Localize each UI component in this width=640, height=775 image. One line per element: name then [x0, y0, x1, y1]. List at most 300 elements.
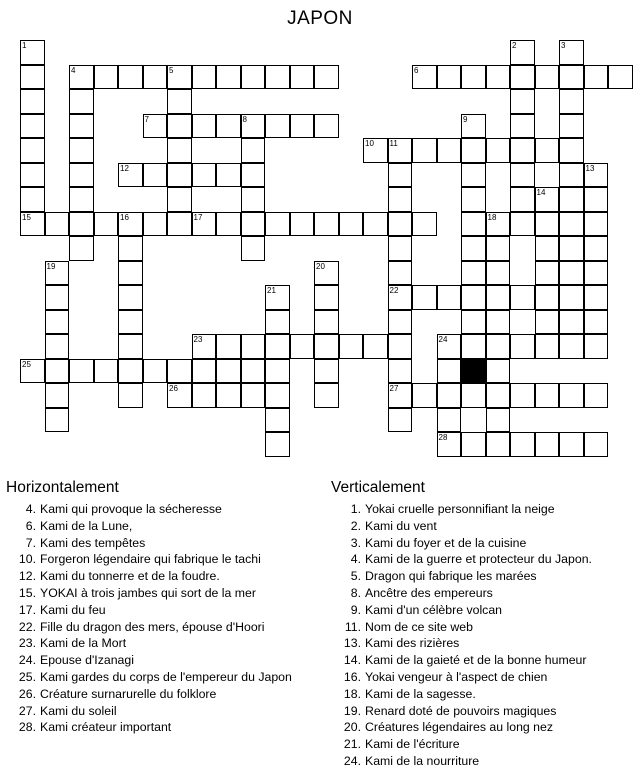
- clue-number-label: 24.: [343, 753, 361, 768]
- grid-cell[interactable]: [314, 114, 339, 139]
- clue-number-label: 9.: [350, 602, 361, 617]
- clue-number-label: 28.: [18, 720, 36, 735]
- clue-number: 4: [71, 65, 76, 75]
- clue-number: 8: [242, 114, 247, 124]
- grid-cell[interactable]: [118, 261, 143, 286]
- grid-cell[interactable]: [486, 236, 511, 261]
- grid-cell[interactable]: [45, 383, 70, 408]
- clue-number: 22: [389, 286, 399, 295]
- grid-cell[interactable]: [265, 432, 290, 457]
- grid-cell[interactable]: [559, 163, 584, 188]
- grid-cell[interactable]: [265, 383, 290, 408]
- grid-cell[interactable]: [290, 212, 315, 237]
- clue-item: [6, 619, 292, 636]
- clue-item: [6, 703, 292, 720]
- grid-cell[interactable]: [535, 212, 560, 237]
- grid-cell[interactable]: [486, 138, 511, 163]
- grid-cell[interactable]: [314, 334, 339, 359]
- clue-text: Kami du foyer et de la cuisine: [365, 535, 527, 550]
- grid-cell[interactable]: [559, 432, 584, 457]
- grid-cell[interactable]: [584, 432, 609, 457]
- grid-cell[interactable]: [510, 114, 535, 139]
- clue-number-label: 6.: [25, 518, 36, 533]
- clue-number: 5: [169, 65, 174, 75]
- clue-item: [6, 669, 292, 686]
- clue-number-label: 26.: [18, 686, 36, 701]
- clue-item: [331, 551, 592, 568]
- grid-cell[interactable]: [584, 334, 609, 359]
- clue-number: 20: [316, 261, 325, 271]
- clue-item: [331, 686, 592, 703]
- clue-item: [331, 501, 592, 518]
- grid-cell[interactable]: [118, 383, 143, 408]
- grid-cell[interactable]: [118, 359, 143, 384]
- clue-text: Kami qui provoque la sécheresse: [40, 502, 222, 516]
- clue-number-label: 5.: [350, 569, 361, 584]
- grid-cell[interactable]: [584, 285, 609, 310]
- clue-item: [331, 602, 592, 619]
- clue-number: 2: [512, 41, 517, 50]
- clue-text: Créatures légendaires au long nez: [365, 720, 553, 735]
- clue-item: [331, 719, 592, 736]
- grid-cell[interactable]: [608, 65, 633, 90]
- clue-text: Kami du feu: [40, 602, 106, 617]
- grid-cell[interactable]: [167, 89, 192, 114]
- clue-text: Epouse d'Izanagi: [40, 653, 134, 668]
- grid-cell[interactable]: [559, 261, 584, 286]
- grid-cell[interactable]: [461, 163, 486, 188]
- clue-number-label: 2.: [350, 518, 361, 533]
- grid-cell[interactable]: [437, 65, 462, 90]
- clue-item: [331, 703, 592, 720]
- grid-cell[interactable]: [388, 236, 413, 261]
- grid-cell[interactable]: [118, 236, 143, 261]
- clue-number-label: 13.: [343, 636, 361, 651]
- clue-number: 24: [438, 335, 448, 344]
- grid-cell[interactable]: [559, 334, 584, 359]
- grid-cell[interactable]: [461, 334, 486, 359]
- clue-text: Kami des tempêtes: [40, 535, 146, 550]
- grid-cell[interactable]: [510, 187, 535, 212]
- clue-number: 10: [365, 139, 374, 148]
- grid-cell[interactable]: [437, 285, 462, 310]
- clue-number: 23: [193, 335, 203, 344]
- horizontal-heading: Horizontalement: [6, 479, 119, 496]
- grid-cell[interactable]: [461, 310, 486, 335]
- grid-cell[interactable]: [486, 359, 511, 384]
- grid-cell[interactable]: [216, 359, 241, 384]
- grid-cell[interactable]: [192, 359, 217, 384]
- grid-cell[interactable]: [216, 383, 241, 408]
- grid-cell[interactable]: [510, 383, 535, 408]
- clue-item: [331, 669, 592, 686]
- grid-cell[interactable]: [559, 187, 584, 212]
- clue-text: Nom de ce site web: [365, 619, 473, 634]
- grid-cell[interactable]: [241, 236, 266, 261]
- clue-number-label: 19.: [343, 703, 361, 718]
- clue-text: Forgeron légendaire qui fabrique le tachi: [40, 552, 261, 567]
- clue-number-label: 25.: [18, 669, 36, 684]
- clue-text: Kami de l'écriture: [365, 737, 460, 752]
- grid-cell[interactable]: [388, 310, 413, 335]
- grid-cell[interactable]: [559, 236, 584, 261]
- grid-cell[interactable]: [559, 138, 584, 163]
- grid-cell[interactable]: [69, 114, 94, 139]
- grid-cell[interactable]: [143, 163, 168, 188]
- clue-text: YOKAI à trois jambes qui sort de la mer: [40, 585, 256, 600]
- grid-cell[interactable]: [20, 187, 45, 212]
- grid-cell[interactable]: [535, 334, 560, 359]
- grid-cell[interactable]: [265, 212, 290, 237]
- clue-text: Kami de la guerre et protecteur du Japon.: [365, 552, 592, 567]
- black-cell: [461, 359, 486, 384]
- grid-cell[interactable]: [363, 334, 388, 359]
- clue-item: [331, 736, 592, 753]
- grid-cell[interactable]: [314, 65, 339, 90]
- grid-cell[interactable]: [241, 187, 266, 212]
- clue-text: Dragon qui fabrique les marées: [365, 569, 537, 584]
- grid-cell[interactable]: [535, 310, 560, 335]
- clue-text: Kami des rizières: [365, 636, 460, 651]
- grid-cell[interactable]: [510, 65, 535, 90]
- clue-item: [6, 686, 292, 703]
- vertical-clue-list: [331, 501, 592, 770]
- grid-cell[interactable]: [559, 212, 584, 237]
- grid-cell[interactable]: [535, 285, 560, 310]
- grid-cell[interactable]: [339, 212, 364, 237]
- clue-text: Renard doté de pouvoirs magiques: [365, 703, 557, 718]
- grid-cell[interactable]: [69, 187, 94, 212]
- clue-number-label: 22.: [18, 619, 36, 634]
- clue-number-label: 4.: [350, 552, 361, 567]
- clue-item: [6, 568, 292, 585]
- clue-number: 27: [389, 384, 399, 393]
- grid-cell[interactable]: [314, 212, 339, 237]
- clue-number: 17: [193, 212, 203, 222]
- grid-cell[interactable]: [167, 163, 192, 188]
- grid-cell[interactable]: [559, 285, 584, 310]
- grid-cell[interactable]: [290, 65, 315, 90]
- grid-cell[interactable]: [437, 408, 462, 433]
- grid-cell[interactable]: [388, 359, 413, 384]
- grid-cell[interactable]: [265, 65, 290, 90]
- grid-cell[interactable]: [192, 65, 217, 90]
- clue-text: Kami de la gaieté et de la bonne humeur: [365, 653, 587, 668]
- grid-cell[interactable]: [388, 408, 413, 433]
- grid-cell[interactable]: [388, 334, 413, 359]
- grid-cell[interactable]: [584, 383, 609, 408]
- grid-cell[interactable]: [216, 65, 241, 90]
- clue-item: [6, 719, 292, 736]
- vertical-clues: [331, 479, 592, 770]
- grid-cell[interactable]: [535, 261, 560, 286]
- grid-cell[interactable]: [94, 65, 119, 90]
- grid-cell[interactable]: [363, 212, 388, 237]
- grid-cell[interactable]: [118, 310, 143, 335]
- clue-number: 11: [389, 139, 398, 148]
- grid-cell[interactable]: [241, 359, 266, 384]
- grid-cell[interactable]: [20, 114, 45, 139]
- grid-cell[interactable]: [167, 138, 192, 163]
- clue-item: [331, 652, 592, 669]
- grid-cell[interactable]: [388, 261, 413, 286]
- grid-cell[interactable]: [461, 65, 486, 90]
- clue-number-label: 20.: [343, 720, 361, 735]
- clue-number: 28: [438, 433, 448, 442]
- grid-cell[interactable]: [69, 163, 94, 188]
- clue-item: [6, 501, 292, 518]
- clue-text: Ancêtre des empereurs: [365, 585, 493, 600]
- grid-cell[interactable]: [559, 114, 584, 139]
- grid-cell[interactable]: [20, 89, 45, 114]
- clue-item: [6, 535, 292, 552]
- grid-cell[interactable]: [118, 285, 143, 310]
- grid-cell[interactable]: [584, 65, 609, 90]
- clue-number: 16: [120, 212, 129, 222]
- grid-cell[interactable]: [412, 383, 437, 408]
- clue-number-label: 27.: [18, 703, 36, 718]
- grid-cell[interactable]: [486, 310, 511, 335]
- clue-item: [6, 585, 292, 602]
- clue-number-label: 4.: [25, 502, 36, 516]
- grid-cell[interactable]: [216, 114, 241, 139]
- clue-text: Créature surnarurelle du folklore: [40, 686, 217, 701]
- clue-item: [6, 602, 292, 619]
- grid-cell[interactable]: [559, 383, 584, 408]
- clue-number-label: 8.: [350, 585, 361, 600]
- clue-number: 1: [22, 41, 27, 50]
- grid-cell[interactable]: [241, 65, 266, 90]
- clue-number-label: 24.: [18, 653, 36, 668]
- grid-cell[interactable]: [69, 236, 94, 261]
- grid-cell[interactable]: [461, 212, 486, 237]
- grid-cell[interactable]: [510, 432, 535, 457]
- grid-cell[interactable]: [461, 285, 486, 310]
- grid-cell[interactable]: [388, 212, 413, 237]
- grid-cell[interactable]: [45, 212, 70, 237]
- grid-cell[interactable]: [461, 187, 486, 212]
- grid-cell[interactable]: [69, 212, 94, 237]
- grid-cell[interactable]: [290, 114, 315, 139]
- grid-cell[interactable]: [559, 65, 584, 90]
- grid-cell[interactable]: [388, 163, 413, 188]
- grid-cell[interactable]: [45, 310, 70, 335]
- grid-cell[interactable]: [167, 212, 192, 237]
- clue-text: Kami d'un célèbre volcan: [365, 602, 503, 617]
- clue-number-label: 14.: [343, 653, 361, 668]
- grid-cell[interactable]: [143, 65, 168, 90]
- clue-number: 26: [169, 384, 178, 393]
- grid-cell[interactable]: [584, 261, 609, 286]
- grid-cell[interactable]: [510, 89, 535, 114]
- clue-number-label: 11.: [344, 619, 361, 634]
- clue-item: [331, 568, 592, 585]
- grid-cell[interactable]: [412, 212, 437, 237]
- clue-number: 19: [46, 261, 56, 271]
- grid-cell[interactable]: [535, 138, 560, 163]
- grid-cell[interactable]: [314, 383, 339, 408]
- clue-text: Kami du tonnerre et de la foudre.: [40, 569, 220, 584]
- grid-cell[interactable]: [69, 89, 94, 114]
- vertical-heading: Verticalement: [331, 479, 425, 496]
- clue-item: [331, 619, 592, 636]
- grid-cell[interactable]: [118, 334, 143, 359]
- grid-cell[interactable]: [45, 334, 70, 359]
- grid-cell[interactable]: [216, 334, 241, 359]
- grid-cell[interactable]: [559, 310, 584, 335]
- grid-cell[interactable]: [437, 383, 462, 408]
- grid-cell[interactable]: [486, 261, 511, 286]
- grid-cell[interactable]: [461, 261, 486, 286]
- grid-cell[interactable]: [192, 383, 217, 408]
- grid-cell[interactable]: [216, 212, 241, 237]
- clue-text: Kami du soleil: [40, 703, 117, 718]
- grid-cell[interactable]: [437, 138, 462, 163]
- grid-cell[interactable]: [94, 212, 119, 237]
- horizontal-clue-list: [6, 501, 292, 736]
- horizontal-clues: [6, 479, 292, 736]
- grid-cell[interactable]: [559, 89, 584, 114]
- clue-number: 6: [414, 65, 419, 75]
- clue-number: 15: [22, 212, 31, 222]
- grid-cell[interactable]: [314, 285, 339, 310]
- grid-cell[interactable]: [167, 114, 192, 139]
- grid-cell[interactable]: [461, 138, 486, 163]
- grid-cell[interactable]: [118, 65, 143, 90]
- clue-number: 7: [144, 114, 149, 124]
- clue-number: 13: [585, 163, 595, 173]
- grid-cell[interactable]: [412, 138, 437, 163]
- grid-cell[interactable]: [69, 138, 94, 163]
- clue-text: Yokai cruelle personnifiant la neige: [365, 502, 555, 516]
- clue-item: [6, 652, 292, 669]
- clue-item: [6, 635, 292, 652]
- grid-cell[interactable]: [143, 359, 168, 384]
- grid-cell[interactable]: [314, 310, 339, 335]
- grid-cell[interactable]: [241, 163, 266, 188]
- grid-cell[interactable]: [584, 187, 609, 212]
- clue-item: [331, 635, 592, 652]
- clue-number: 12: [120, 163, 129, 173]
- grid-cell[interactable]: [486, 383, 511, 408]
- grid-cell[interactable]: [461, 432, 486, 457]
- grid-cell[interactable]: [339, 334, 364, 359]
- grid-cell[interactable]: [510, 334, 535, 359]
- grid-cell[interactable]: [388, 187, 413, 212]
- clue-number-label: 18.: [343, 686, 361, 701]
- grid-cell[interactable]: [290, 334, 315, 359]
- grid-cell[interactable]: [314, 359, 339, 384]
- grid-cell[interactable]: [265, 334, 290, 359]
- grid-cell[interactable]: [192, 163, 217, 188]
- clue-number: 25: [22, 359, 31, 369]
- clue-item: [6, 551, 292, 568]
- grid-cell[interactable]: [461, 236, 486, 261]
- grid-cell[interactable]: [486, 65, 511, 90]
- grid-cell[interactable]: [412, 285, 437, 310]
- grid-cell[interactable]: [265, 359, 290, 384]
- clue-number-label: 21.: [343, 737, 361, 752]
- clue-number-label: 3.: [350, 535, 361, 550]
- clue-number-label: 17.: [18, 602, 36, 617]
- clue-number: 18: [487, 212, 497, 222]
- grid-cell[interactable]: [94, 359, 119, 384]
- clue-number: 14: [536, 188, 546, 197]
- clue-item: [331, 753, 592, 770]
- grid-cell[interactable]: [486, 408, 511, 433]
- grid-cell[interactable]: [510, 163, 535, 188]
- grid-cell[interactable]: [535, 236, 560, 261]
- grid-cell[interactable]: [437, 359, 462, 384]
- clue-number: 3: [561, 41, 566, 50]
- grid-cell[interactable]: [584, 236, 609, 261]
- clue-text: Kami de la nourriture: [365, 753, 480, 768]
- grid-cell[interactable]: [69, 359, 94, 384]
- grid-cell[interactable]: [45, 408, 70, 433]
- grid-cell[interactable]: [216, 163, 241, 188]
- grid-cell[interactable]: [584, 310, 609, 335]
- grid-cell[interactable]: [167, 187, 192, 212]
- grid-cell[interactable]: [20, 163, 45, 188]
- clue-item: [331, 518, 592, 535]
- grid-cell[interactable]: [192, 114, 217, 139]
- grid-cell[interactable]: [486, 285, 511, 310]
- grid-cell[interactable]: [265, 408, 290, 433]
- grid-cell[interactable]: [265, 114, 290, 139]
- puzzle-title: JAPON: [287, 8, 353, 29]
- clue-text: Kami créateur important: [40, 720, 172, 735]
- grid-cell[interactable]: [45, 285, 70, 310]
- clue-number-label: 16.: [343, 669, 361, 684]
- clue-number: 9: [463, 114, 468, 124]
- grid-cell[interactable]: [510, 212, 535, 237]
- grid-cell[interactable]: [241, 334, 266, 359]
- grid-cell[interactable]: [241, 212, 266, 237]
- grid-cell[interactable]: [535, 432, 560, 457]
- grid-cell[interactable]: [241, 138, 266, 163]
- clue-number-label: 23.: [18, 636, 36, 651]
- grid-cell[interactable]: [461, 383, 486, 408]
- clue-text: Yokai vengeur à l'aspect de chien: [365, 669, 548, 684]
- grid-cell[interactable]: [486, 334, 511, 359]
- grid-cell[interactable]: [535, 383, 560, 408]
- grid-cell[interactable]: [486, 432, 511, 457]
- clue-number-label: 15.: [18, 585, 36, 600]
- clue-number-label: 7.: [25, 535, 36, 550]
- clue-text: Kami de la Mort: [40, 636, 127, 651]
- grid-cell[interactable]: [167, 359, 192, 384]
- clue-text: Kami de la Lune,: [40, 518, 133, 533]
- clue-item: [6, 518, 292, 535]
- grid-cell[interactable]: [510, 285, 535, 310]
- grid-cell[interactable]: [265, 310, 290, 335]
- grid-cell[interactable]: [20, 138, 45, 163]
- grid-cell[interactable]: [584, 212, 609, 237]
- clue-item: [331, 535, 592, 552]
- grid-cell[interactable]: [535, 65, 560, 90]
- grid-cell[interactable]: [241, 383, 266, 408]
- grid-cell[interactable]: [20, 65, 45, 90]
- grid-cell[interactable]: [143, 212, 168, 237]
- grid-cell[interactable]: [510, 138, 535, 163]
- clue-number-label: 12.: [18, 569, 36, 584]
- clue-text: Kami du vent: [365, 518, 437, 533]
- clue-text: Fille du dragon des mers, épouse d'Hoori: [40, 619, 265, 634]
- grid-cell[interactable]: [45, 359, 70, 384]
- clue-number-label: 1.: [350, 502, 361, 516]
- clue-text: Kami de la sagesse.: [365, 686, 476, 701]
- clue-number: 21: [267, 286, 276, 295]
